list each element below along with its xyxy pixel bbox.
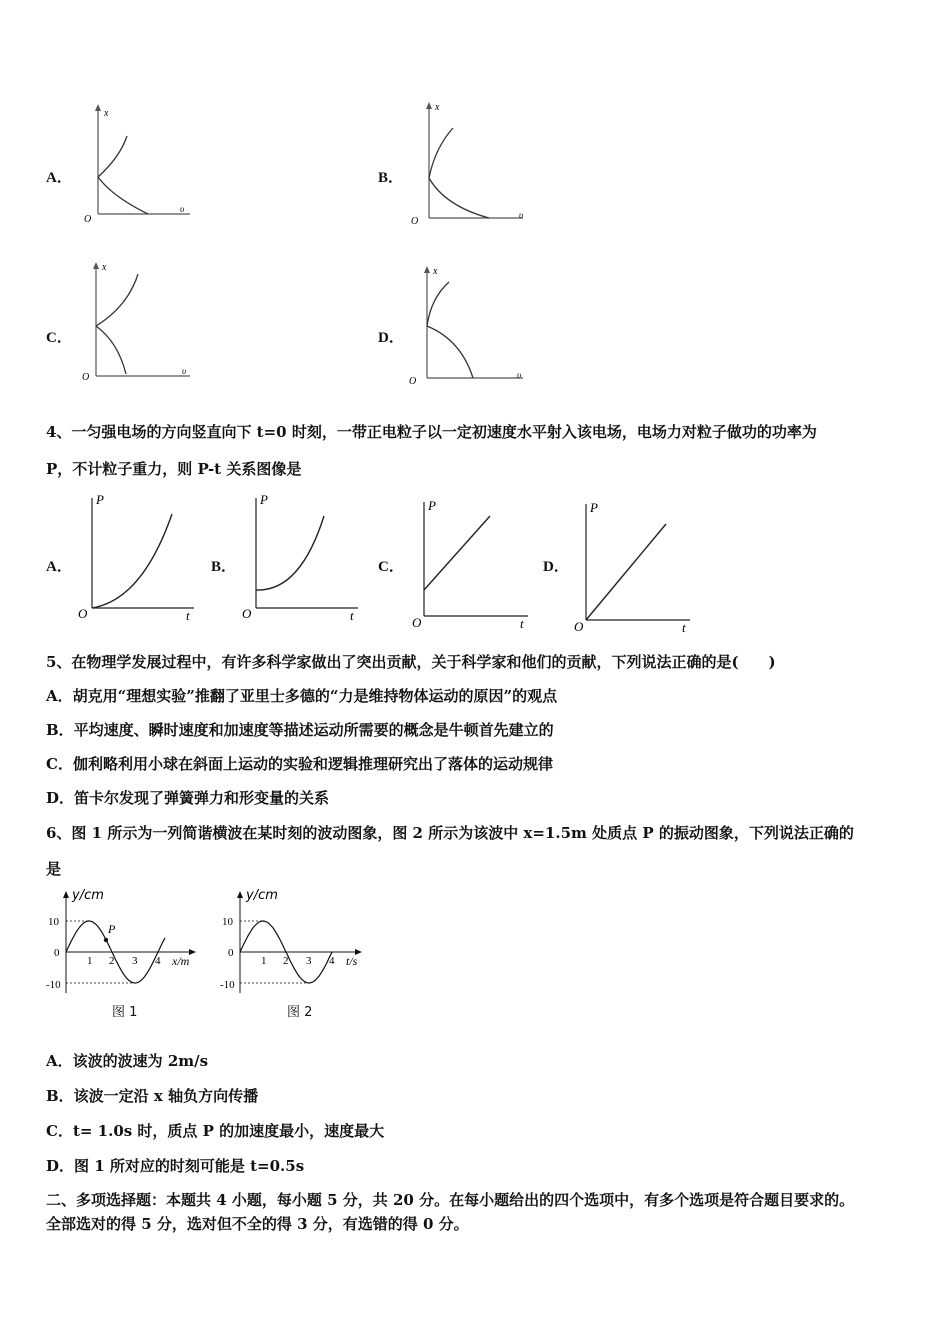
q6-option-a[interactable]: A．该波的波速为 2m/s [46, 1052, 209, 1070]
point-p [104, 938, 108, 942]
x-axis-label: x/m [172, 954, 190, 968]
section2-line1: 二、多项选择题：本题共 4 小题，每小题 5 分，共 20 分。在每小题给出的四个选项中，有多个选项是符合题目要求的。 [46, 1191, 855, 1209]
q4-option-c-label[interactable]: C． [378, 559, 404, 575]
x-axis-label: υ [182, 366, 187, 376]
q3-graph-a [78, 100, 198, 225]
q4-option-a-label[interactable]: A． [46, 559, 72, 575]
q5-stem: 5、在物理学发展过程中，有许多科学家做出了突出贡献，关于科学家和他们的贡献，下列说法正确的是( ) [46, 653, 776, 671]
xtick-2: 2 [109, 955, 115, 967]
x-axis-label: υ [517, 370, 522, 380]
q5-option-a[interactable]: A．胡克用“理想实验”推翻了亚里士多德的“力是维持物体运动的原因”的观点 [46, 687, 558, 705]
y-axis-label: y/cm [72, 888, 104, 903]
curve-lower [98, 177, 148, 214]
x-axis-label: υ [519, 210, 524, 220]
curve-upper [96, 274, 138, 326]
y-axis-label: x [104, 108, 109, 119]
y-axis-label: P [96, 492, 104, 507]
xtick-1: 1 [261, 955, 267, 967]
xtick-1: 1 [87, 955, 93, 967]
q6-stem-line1: 6、图 1 所示为一列简谐横波在某时刻的波动图象，图 2 所示为该波中 x=1.5m 处质点 P 的振动图象，下列说法正确的 [46, 824, 854, 842]
q3-option-c-label[interactable]: C． [46, 330, 72, 346]
curve-lower [429, 178, 489, 218]
ytick-10: 10 [48, 916, 59, 928]
xtick-3: 3 [306, 955, 312, 967]
q6-option-d[interactable]: D．图 1 所对应的时刻可能是 t=0.5s [46, 1157, 305, 1175]
ytick-0: 0 [54, 947, 60, 959]
y-axis-label: x [433, 266, 438, 277]
q3-graph-c [78, 258, 198, 386]
x-axis-label: t [682, 620, 686, 634]
y-axis-label: x [435, 102, 440, 113]
origin-label: O [82, 372, 90, 383]
q4-graph-d [566, 498, 696, 634]
xtick-4: 4 [155, 955, 161, 967]
q6-stem-line2: 是 [46, 860, 62, 878]
origin-label: O [242, 606, 252, 621]
ytick-neg10: -10 [46, 979, 61, 991]
p-t-curve [92, 514, 172, 608]
ytick-neg10: -10 [220, 979, 235, 991]
q6-option-b[interactable]: B．该波一定沿 x 轴负方向传播 [46, 1087, 259, 1105]
q6-option-c[interactable]: C．t= 1.0s 时，质点 P 的加速度最小，速度最大 [46, 1122, 385, 1140]
x-axis-label: t/s [346, 954, 358, 968]
y-axis-label: y/cm [246, 888, 278, 903]
q4-option-b-label[interactable]: B． [211, 559, 237, 575]
curve-upper [98, 136, 127, 177]
q4-graph-a [74, 490, 204, 622]
q3-graph-d [405, 262, 533, 388]
ytick-0: 0 [228, 947, 234, 959]
q6-figure-1 [40, 885, 205, 1000]
q4-graph-b [238, 490, 368, 622]
y-axis-label: P [428, 498, 436, 513]
fig1-caption: 图 1 [112, 1005, 138, 1020]
origin-label: O [412, 615, 422, 630]
q4-stem-line2: P，不计粒子重力，则 P-t 关系图像是 [46, 460, 302, 478]
origin-label: O [411, 216, 419, 227]
x-axis-label: υ [180, 204, 185, 214]
section2-line2: 全部选对的得 5 分，选对但不全的得 3 分，有选错的得 0 分。 [46, 1215, 469, 1233]
q5-option-d[interactable]: D．笛卡尔发现了弹簧弹力和形变量的关系 [46, 789, 330, 807]
q3-option-b-label[interactable]: B． [378, 170, 404, 186]
curve-lower [427, 326, 473, 378]
ytick-10: 10 [222, 916, 233, 928]
curve-upper [429, 128, 453, 178]
xtick-2: 2 [283, 955, 289, 967]
q4-option-d-label[interactable]: D． [543, 559, 569, 575]
q4-graph-c [404, 496, 534, 630]
curve-lower [96, 326, 126, 374]
q5-option-c[interactable]: C．伽利略利用小球在斜面上运动的实验和逻辑推理研究出了落体的运动规律 [46, 755, 553, 773]
p-t-line [424, 516, 490, 590]
p-t-line [586, 524, 666, 620]
p-t-curve [256, 516, 324, 590]
q6-figure-2 [214, 885, 379, 1000]
origin-label: O [84, 214, 92, 225]
q3-option-a-label[interactable]: A． [46, 170, 72, 186]
q4-stem-line1: 4、一匀强电场的方向竖直向下 t=0 时刻，一带正电粒子以一定初速度水平射入该电场，电场力对粒子做功的功率为 [46, 423, 817, 441]
point-p-label: P [108, 922, 116, 936]
q3-graph-b [405, 98, 533, 228]
fig2-caption: 图 2 [287, 1005, 313, 1020]
y-axis-label: P [260, 492, 268, 507]
y-axis-label: x [102, 262, 107, 273]
origin-label: O [78, 606, 88, 621]
x-axis-label: t [186, 608, 190, 622]
x-axis-label: t [520, 616, 524, 630]
q5-option-b[interactable]: B．平均速度、瞬时速度和加速度等描述运动所需要的概念是牛顿首先建立的 [46, 721, 554, 739]
xtick-3: 3 [132, 955, 138, 967]
origin-label: O [574, 619, 584, 634]
xtick-4: 4 [329, 955, 335, 967]
curve-upper [427, 282, 449, 326]
y-axis-label: P [590, 500, 598, 515]
x-axis-label: t [350, 608, 354, 622]
origin-label: O [409, 376, 417, 387]
q3-option-d-label[interactable]: D． [378, 330, 404, 346]
